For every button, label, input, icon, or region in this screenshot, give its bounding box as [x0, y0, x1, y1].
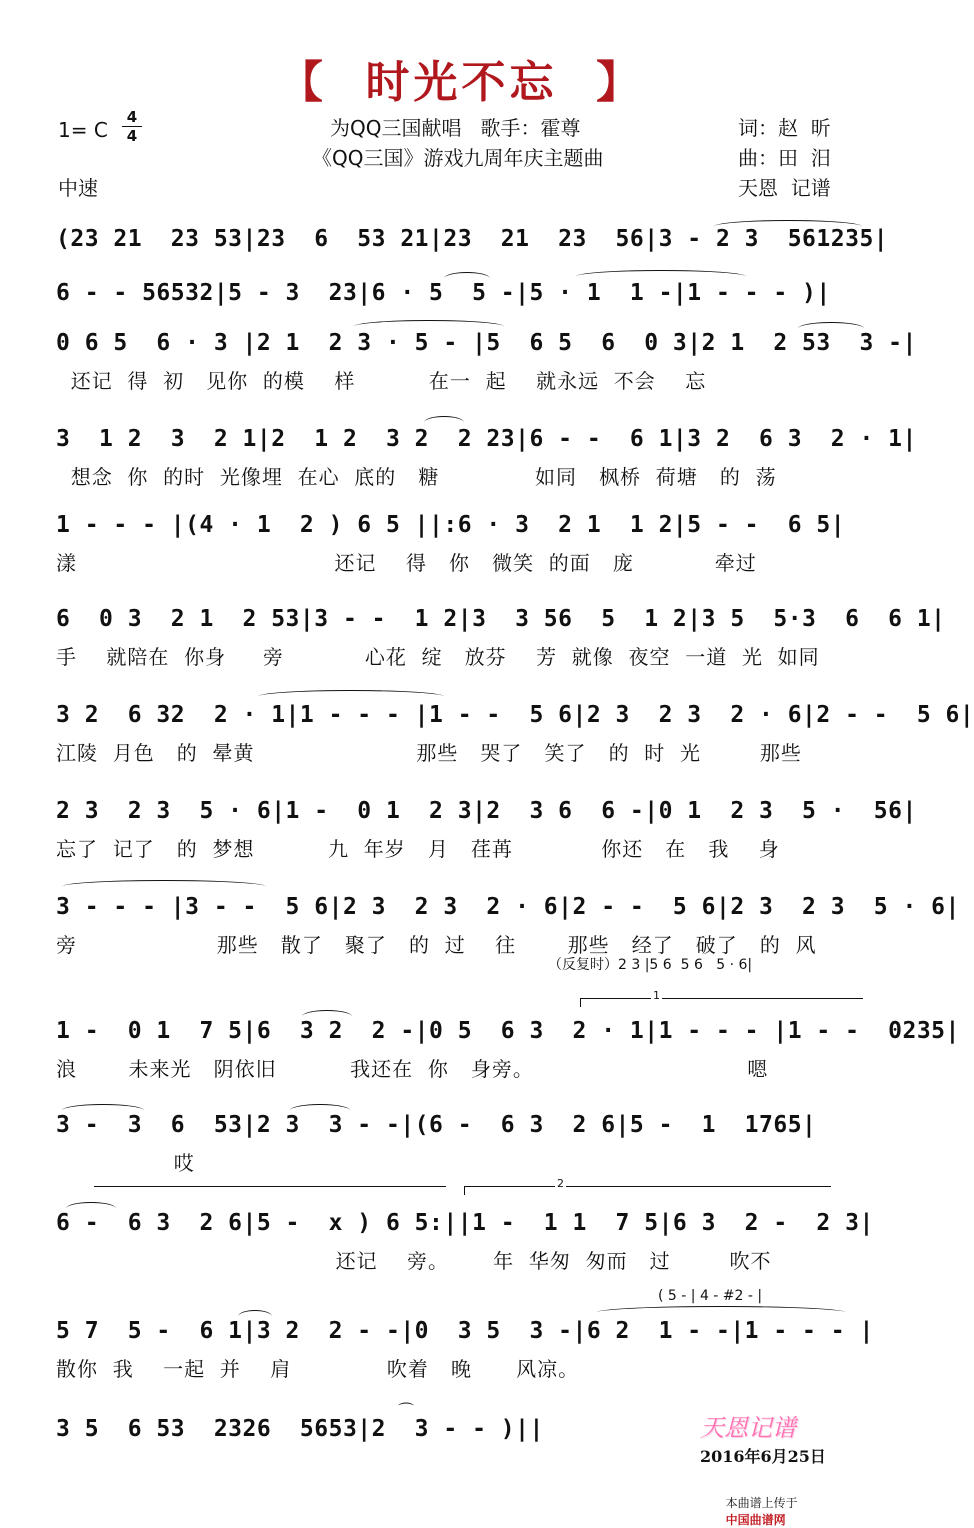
volta-label: 1 [653, 989, 660, 1002]
lyric-line: 忘了 记了 的 梦想 九 年岁 月 荏苒 你还 在 我 身 [56, 837, 780, 861]
notation-line: 6 0 3 2 1 2 53|3 - - 1 2|3 3 56 5 1 2|3 5 5·3 6 6 1| [56, 606, 946, 632]
notation-line: 1 - - - |(4 · 1 2 ) 6 5 ||:6 · 3 2 1 1 2|5 - - 6 5| [56, 512, 846, 538]
notation-line: 6 - 6 3 2 6|5 - x ) 6 5:||1 - 1 1 7 5|6 3 2 - 2 3| [56, 1210, 874, 1236]
notation-line: 0 6 5 6 · 3 |2 1 2 3 · 5 - |5 6 5 6 0 3|2 1 2 53 3 -| [56, 330, 917, 356]
slur [576, 270, 746, 283]
volta-bracket-2 [464, 1177, 831, 1195]
transcriber-brand-logo: 天恩记谱 [700, 1414, 796, 1442]
slur [714, 220, 862, 233]
song-title: 【 时光不忘 】 [278, 57, 645, 108]
slur [444, 272, 490, 285]
composer-credit: 曲：田 汨 [738, 146, 831, 170]
transcriber-credit: 天恩 记谱 [738, 176, 831, 200]
volta-bracket-continued [94, 1186, 446, 1195]
slur [354, 320, 504, 333]
lyric-line: 旁 那些 散了 聚了 的 过 往 那些 经了 破了 的 风 [56, 933, 817, 957]
ending-accompaniment: ( 5 - | 4 - #2 - | [658, 1288, 763, 1304]
slur [290, 1104, 350, 1117]
footer-site-name: 中国曲谱网 [725, 1513, 786, 1527]
footer-prefix: 本曲谱上传于 [725, 1496, 798, 1510]
slur [62, 880, 266, 893]
slur [238, 1310, 272, 1323]
slur [798, 322, 864, 335]
subtitle-line-1: 为QQ三国献唱 歌手：霍尊 [330, 116, 581, 140]
notation-line: 2 3 2 3 5 · 6|1 - 0 1 2 3|2 3 6 6 -|0 1 2 3 5 · 56| [56, 798, 917, 824]
lyric-line: 还记 旁。 年 华匆 匆而 过 吹不 [56, 1249, 772, 1273]
tempo-marking: 中速 [58, 176, 98, 200]
transcription-date: 2016年6月25日 [700, 1447, 826, 1466]
lyric-line: 哎 [56, 1151, 195, 1175]
slur [424, 416, 464, 429]
slur [258, 690, 444, 703]
repeat-alternate: （反复时）2 3 |5 6 5 6 5 · 6| [548, 957, 753, 973]
slur [302, 1010, 352, 1023]
notation-line: (23 21 23 53|23 6 53 21|23 21 23 56|3 - 2 3 561235| [56, 226, 889, 252]
time-signature [122, 108, 142, 145]
time-signature-bottom: 4 [126, 127, 138, 145]
lyric-line: 还记 得 初 见你 的模 样 在一 起 就永远 不会 忘 [56, 369, 707, 393]
notation-line: 3 5 6 53 2326 5653|2 3 - - )|| [56, 1416, 544, 1442]
lyricist-credit: 词：赵 昕 [738, 116, 831, 140]
lyric-line: 手 就陪在 你身 旁 心花 绽 放芬 芳 就像 夜空 一道 光 如同 [56, 645, 820, 669]
notation-line: 5 7 5 - 6 1|3 2 2 - -|0 3 5 3 -|6 2 1 - -|1 - - - | [56, 1318, 874, 1344]
lyric-line: 散你 我 一起 并 肩 吹着 晚 风凉。 [56, 1357, 580, 1381]
lyric-line: 江陵 月色 的 晕黄 那些 哭了 笑了 的 时 光 那些 [56, 741, 802, 765]
lyric-line: 漾 还记 得 你 微笑 的面 庞 牵过 [56, 551, 757, 575]
notation-line: 6 - - 56532|5 - 3 23|6 · 5 5 -|5 · 1 1 -|1 - - - )| [56, 280, 831, 306]
notation-line: 3 2 6 32 2 · 1|1 - - - |1 - - 5 6|2 3 2 3 2 · 6|2 - - 5 6| [56, 702, 974, 728]
notation-line: 3 - - - |3 - - 5 6|2 3 2 3 2 · 6|2 - - 5 6|2 3 2 3 5 · 6| [56, 894, 960, 920]
volta-bracket-1 [580, 989, 863, 1007]
notation-line: 3 1 2 3 2 1|2 1 2 3 2 2 23|6 - - 6 1|3 2 6 3 2 · 1| [56, 426, 917, 452]
lyric-line: 浪 未来光 阴依旧 我还在 你 身旁。 嗯 [56, 1057, 769, 1081]
lyric-line: 想念 你 的时 光像埋 在心 底的 糖 如同 枫桥 荷塘 的 荡 [56, 465, 777, 489]
slur [66, 1202, 116, 1215]
time-signature-top: 4 [126, 108, 138, 126]
volta-label: 2 [557, 1177, 564, 1190]
notation-line: 3 - 3 6 53|2 3 3 - -|(6 - 6 3 2 6|5 - 1 1765| [56, 1112, 817, 1138]
notation-line: 1 - 0 1 7 5|6 3 2 2 -|0 5 6 3 2 · 1|1 - - - |1 - - 0235| [56, 1018, 960, 1044]
slur [596, 1306, 846, 1319]
fermata-icon: ⌒ [398, 1401, 415, 1420]
slur [62, 1104, 144, 1117]
source-footer [718, 1480, 798, 1528]
subtitle-line-2: 《QQ三国》游戏九周年庆主题曲 [312, 146, 604, 170]
key-signature: 1= C [58, 118, 108, 142]
